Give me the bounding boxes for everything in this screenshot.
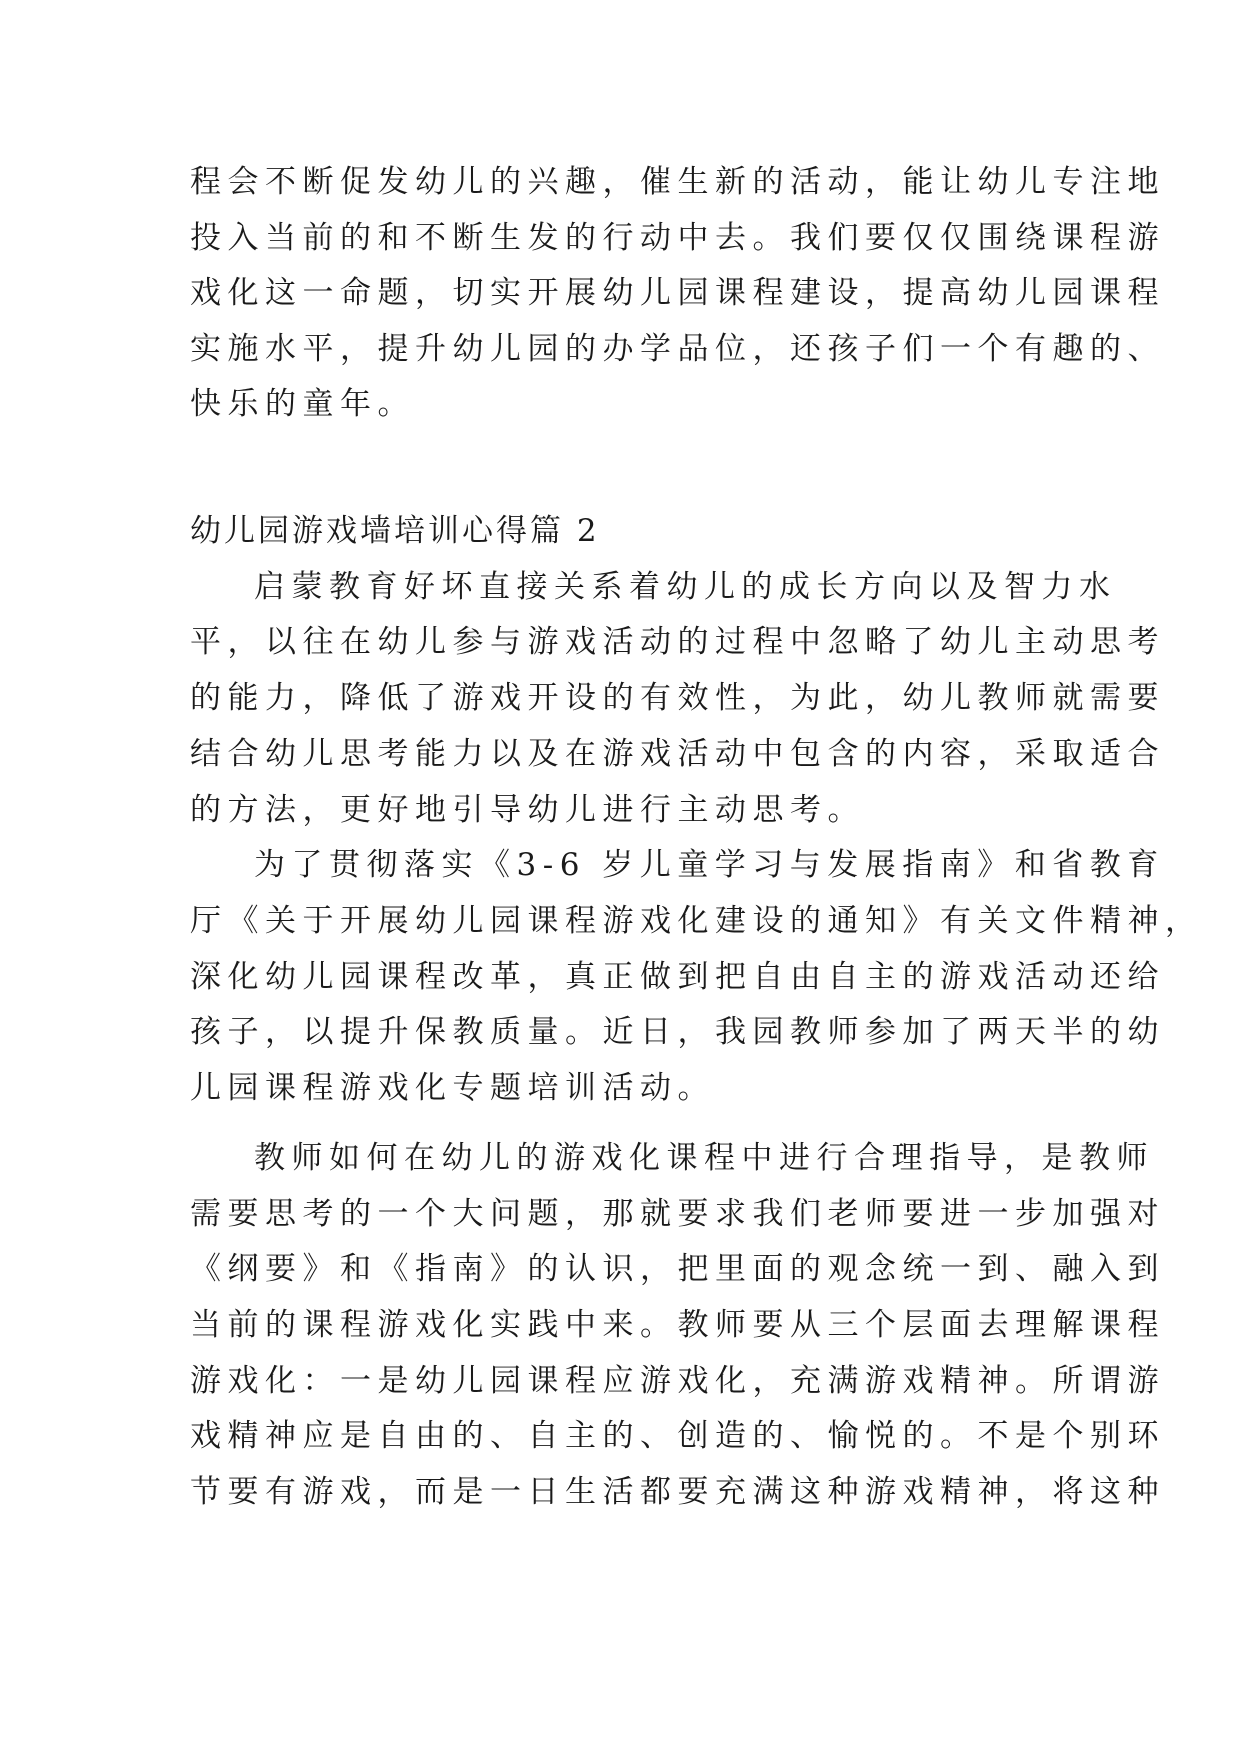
section-heading: 幼儿园游戏墙培训心得篇 2 [190,513,600,549]
text-line: 启蒙教育好坏直接关系着幼儿的成长方向以及智力水 [254,569,1117,605]
text-line: 程会不断促发幼儿的兴趣，催生新的活动，能让幼儿专注地 [190,164,1165,200]
text-line: 结合幼儿思考能力以及在游戏活动中包含的内容，采取适合 [190,736,1165,772]
text-line: 的能力，降低了游戏开设的有效性，为此，幼儿教师就需要 [190,680,1165,716]
text-line: 为了贯彻落实《3-6 岁儿童学习与发展指南》和省教育 [254,847,1165,883]
text-line: 戏化这一命题，切实开展幼儿园课程建设，提高幼儿园课程 [190,275,1165,311]
text-line: 深化幼儿园课程改革，真正做到把自由自主的游戏活动还给 [190,959,1165,995]
text-line: 的方法，更好地引导幼儿进行主动思考。 [190,792,865,828]
text-line: 平，以往在幼儿参与游戏活动的过程中忽略了幼儿主动思考 [190,624,1165,660]
text-line: 孩子，以提升保教质量。近日，我园教师参加了两天半的幼 [190,1014,1165,1050]
text-line: 快乐的童年。 [190,386,415,422]
text-line: 投入当前的和不断生发的行动中去。我们要仅仅围绕课程游 [190,220,1165,256]
text-line: 节要有游戏，而是一日生活都要充满这种游戏精神，将这种 [190,1474,1165,1510]
text-line: 儿园课程游戏化专题培训活动。 [190,1070,715,1106]
text-line: 游戏化：一是幼儿园课程应游戏化，充满游戏精神。所谓游 [190,1363,1165,1399]
text-line: 实施水平，提升幼儿园的办学品位，还孩子们一个有趣的、 [190,331,1165,367]
text-line: 《纲要》和《指南》的认识，把里面的观念统一到、融入到 [190,1251,1165,1287]
text-line: 当前的课程游戏化实践中来。教师要从三个层面去理解课程 [190,1307,1165,1343]
text-line: 戏精神应是自由的、自主的、创造的、愉悦的。不是个别环 [190,1418,1165,1454]
text-line: 教师如何在幼儿的游戏化课程中进行合理指导，是教师 [254,1140,1154,1176]
text-line: 厅《关于开展幼儿园课程游戏化建设的通知》有关文件精神， [190,903,1203,939]
text-line: 需要思考的一个大问题，那就要求我们老师要进一步加强对 [190,1196,1165,1232]
